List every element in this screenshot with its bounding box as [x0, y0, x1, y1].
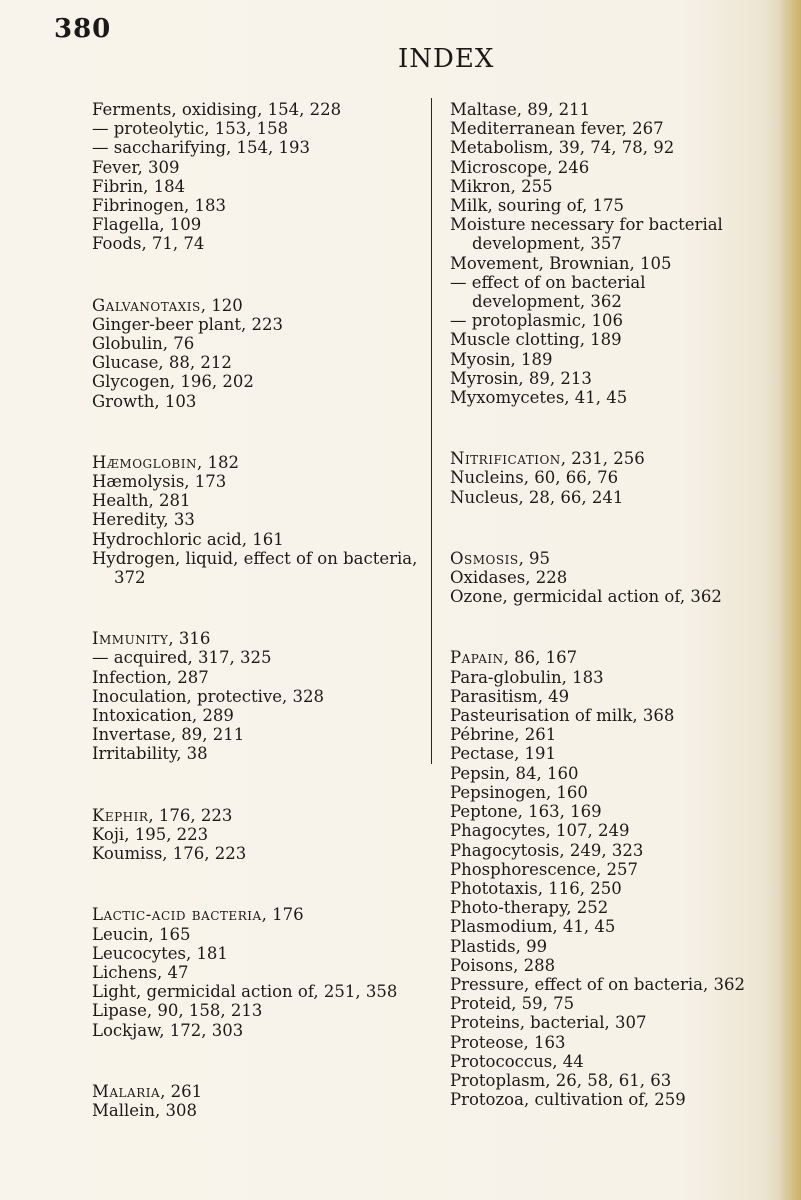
index-entry: Koji, 195, 223 — [92, 824, 209, 844]
index-entry: Ozone, germicidal action of, 362 — [450, 587, 722, 607]
index-entry: Milk, souring of, 175 — [450, 196, 624, 216]
index-section — [450, 648, 755, 1109]
index-entry: Pepsinogen, 160 — [450, 782, 588, 802]
index-entry: Irritability, 38 — [92, 744, 208, 764]
index-entry-pages: , 95 — [518, 548, 551, 568]
index-entry: Microscope, 246 — [450, 157, 590, 177]
index-entry-heading: Malaria — [92, 1081, 161, 1101]
index-entry: Fever, 309 — [92, 157, 180, 177]
index-entry: Plasmodium, 41, 45 — [450, 917, 616, 937]
index-entry: Health, 281 — [92, 491, 191, 511]
index-entry: Poisons, 288 — [450, 955, 556, 975]
index-entry: Moisture necessary for bacterial development, 357 — [450, 215, 723, 254]
index-entry: Movement, Brownian, 105 — [450, 253, 672, 273]
index-entry: Lichens, 47 — [92, 962, 189, 982]
index-entry: Intoxication, 289 — [92, 706, 234, 726]
index-entry: Proteid, 59, 75 — [450, 994, 575, 1014]
index-entry: Leucocytes, 181 — [92, 943, 228, 963]
index-entry: Invertase, 89, 211 — [92, 725, 245, 745]
index-entry: Globulin, 76 — [92, 334, 195, 354]
index-entry: Phagocytosis, 249, 323 — [450, 840, 644, 860]
index-section — [450, 549, 755, 607]
page-title: INDEX — [398, 44, 495, 74]
index-entry: Foods, 71, 74 — [92, 234, 205, 254]
index-entry-pages: , 261 — [160, 1081, 203, 1101]
index-entry: Phototaxis, 116, 250 — [450, 878, 622, 898]
index-entry: Pectase, 191 — [450, 744, 557, 764]
index-entry: — saccharifying, 154, 193 — [92, 138, 311, 158]
index-entry-heading: Kephir — [92, 805, 149, 825]
index-entry: Maltase, 89, 211 — [450, 100, 591, 119]
index-section — [92, 629, 422, 763]
index-entry: Infection, 287 — [92, 667, 209, 687]
index-entry: Myxomycetes, 41, 45 — [450, 388, 628, 408]
index-section — [92, 453, 422, 587]
index-entry: Growth, 103 — [92, 391, 197, 411]
index-section — [450, 449, 755, 507]
index-entry: Hydrochloric acid, 161 — [92, 529, 284, 549]
index-entry: Glucase, 88, 212 — [92, 353, 232, 373]
index-entry-heading: Hæmoglobin — [92, 452, 197, 472]
index-entry: Koumiss, 176, 223 — [92, 844, 247, 864]
index-entry-heading: Galvanotaxis — [92, 295, 201, 315]
index-entry — [92, 806, 422, 825]
index-section — [92, 905, 422, 1039]
index-entry: Phosphorescence, 257 — [450, 859, 638, 879]
index-entry: — protoplasmic, 106 — [450, 311, 623, 331]
index-entry — [450, 549, 755, 568]
index-entry: Leucin, 165 — [92, 924, 191, 944]
index-entry: Lockjaw, 172, 303 — [92, 1020, 244, 1040]
index-section — [92, 1082, 422, 1120]
index-entry: Mallein, 308 — [92, 1100, 197, 1120]
index-entry: Metabolism, 39, 74, 78, 92 — [450, 138, 675, 158]
page-number: 380 — [54, 14, 112, 44]
index-section — [92, 100, 422, 254]
column-divider — [431, 98, 432, 764]
index-entry: Muscle clotting, 189 — [450, 330, 622, 350]
index-entry: Photo-therapy, 252 — [450, 898, 609, 918]
index-entry: Lipase, 90, 158, 213 — [92, 1001, 263, 1021]
index-entry: Oxidases, 228 — [450, 568, 568, 588]
index-entry: Myosin, 189 — [450, 349, 553, 369]
index-entry — [92, 629, 422, 648]
index-entry — [92, 453, 422, 472]
index-section — [450, 100, 755, 407]
index-entry: Pressure, effect of on bacteria, 362 — [450, 974, 745, 994]
index-entry: Proteose, 163 — [450, 1032, 566, 1052]
index-entry: Hæmolysis, 173 — [92, 472, 227, 492]
index-entry: Plastids, 99 — [450, 936, 548, 956]
index-entry-pages: , 86, 167 — [503, 648, 578, 668]
index-entry: Flagella, 109 — [92, 215, 202, 235]
index-entry: Pepsin, 84, 160 — [450, 763, 579, 783]
index-entry-heading: Nitrification — [450, 449, 561, 469]
index-entry: Protoplasm, 26, 58, 61, 63 — [450, 1070, 672, 1090]
index-section — [92, 296, 422, 411]
index-entry-pages: , 176, 223 — [148, 805, 233, 825]
index-entry: Fibrinogen, 183 — [92, 196, 226, 216]
index-entry: — acquired, 317, 325 — [92, 648, 272, 668]
index-entry-pages: , 231, 256 — [560, 449, 645, 469]
index-entry: Light, germicidal action of, 251, 358 — [92, 982, 398, 1002]
index-entry: Protozoa, cultivation of, 259 — [450, 1090, 686, 1110]
index-entry: Nucleus, 28, 66, 241 — [450, 487, 624, 507]
index-entry-pages: , 182 — [196, 452, 239, 472]
page-binding-edge — [779, 0, 801, 1200]
index-entry: Pébrine, 261 — [450, 725, 557, 745]
index-section — [92, 806, 422, 864]
index-entry: Inoculation, protective, 328 — [92, 686, 325, 706]
index-entry: Fibrin, 184 — [92, 176, 186, 196]
index-entry: Parasitism, 49 — [450, 686, 570, 706]
index-entry: — proteolytic, 153, 158 — [92, 119, 289, 139]
index-entry: Protococcus, 44 — [450, 1051, 584, 1071]
index-entry — [92, 905, 422, 924]
index-entry: Para-globulin, 183 — [450, 667, 604, 687]
index-column-left — [92, 100, 422, 1120]
index-entry: Pasteurisation of milk, 368 — [450, 706, 675, 726]
index-entry — [92, 1082, 422, 1101]
index-entry: Glycogen, 196, 202 — [92, 372, 254, 392]
index-entry-heading: Papain — [450, 648, 504, 668]
index-entry-pages: , 176 — [261, 905, 304, 925]
index-entry: Nucleins, 60, 66, 76 — [450, 468, 619, 488]
index-entry — [92, 296, 422, 315]
index-entry-pages: , 120 — [200, 295, 243, 315]
index-entry-pages: , 316 — [168, 629, 211, 649]
index-entry: Phagocytes, 107, 249 — [450, 821, 630, 841]
index-entry: — effect of on bacterial development, 362 — [450, 272, 646, 312]
index-entry: Ferments, oxidising, 154, 228 — [92, 100, 342, 119]
index-entry — [450, 648, 755, 667]
index-entry: Mikron, 255 — [450, 176, 553, 196]
index-entry: Peptone, 163, 169 — [450, 802, 602, 822]
index-entry-heading: Immunity — [92, 629, 169, 649]
index-entry: Ginger-beer plant, 223 — [92, 314, 284, 334]
index-entry: Myrosin, 89, 213 — [450, 368, 592, 388]
index-entry: Hydrogen, liquid, effect of on bacteria, 372 — [92, 548, 418, 588]
index-entry-heading: Osmosis — [450, 548, 519, 568]
index-entry: Mediterranean fever, 267 — [450, 119, 664, 139]
index-entry: Proteins, bacterial, 307 — [450, 1013, 647, 1033]
index-column-right — [450, 100, 755, 1109]
index-entry-heading: Lactic-acid bacteria — [92, 905, 262, 925]
index-entry — [450, 449, 755, 468]
index-entry: Heredity, 33 — [92, 510, 195, 530]
